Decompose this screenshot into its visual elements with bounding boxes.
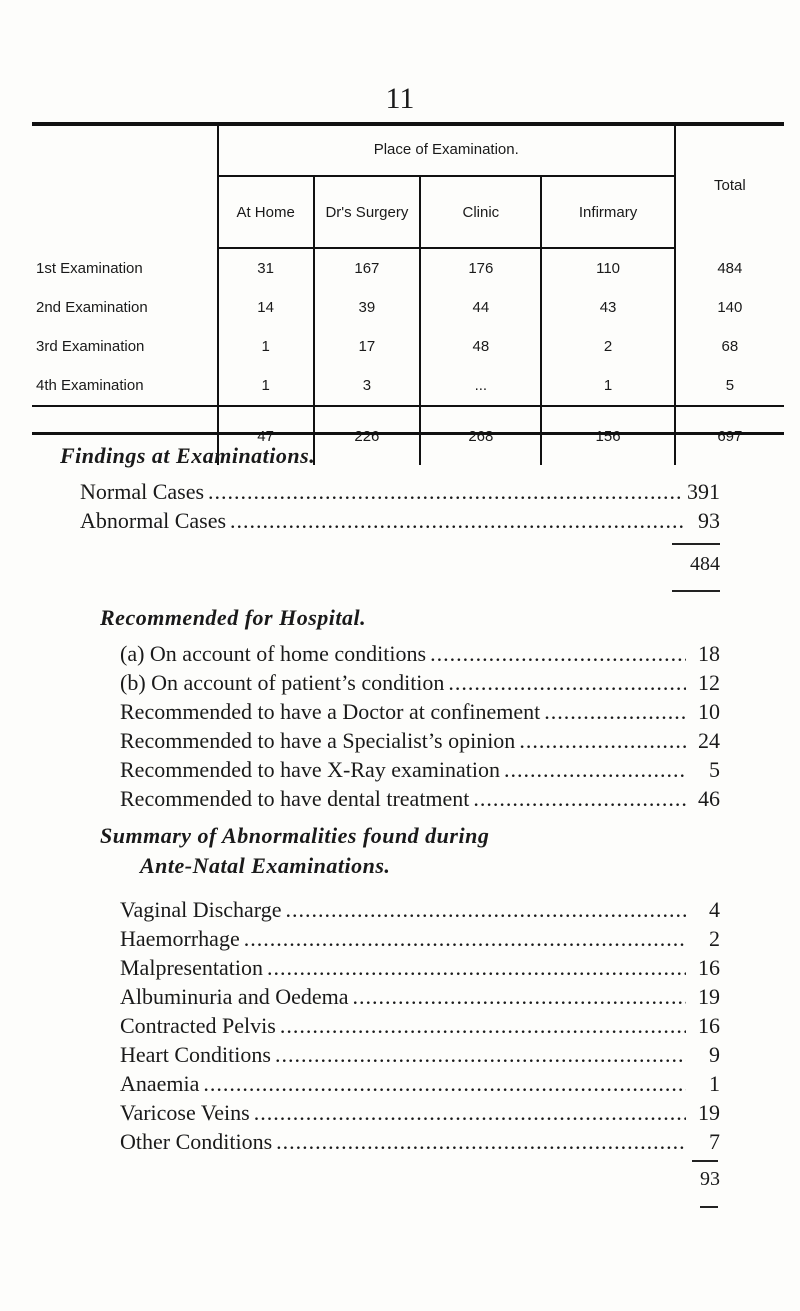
item-value: 19 [698,1100,720,1125]
table-row [32,288,784,327]
item-label: Heart Conditions [120,1042,271,1067]
cell: 2 [541,327,674,366]
item-label: Anaemia [120,1071,200,1096]
list-item [120,786,720,815]
cell: 48 [420,327,541,366]
list-item [120,1100,720,1129]
cell: 167 [314,248,421,288]
item-value: 9 [709,1042,720,1067]
item-value: 16 [698,955,720,980]
cell-total: 140 [675,288,784,327]
item-label: Recommended to have X-Ray examination [120,757,500,782]
list-item [120,897,720,926]
cell: 17 [314,327,421,366]
table-row [32,366,784,406]
cell: ... [420,366,541,406]
summary-section [100,823,720,1158]
cell: 3 [314,366,421,406]
item-label: Malpresentation [120,955,263,980]
summary-heading-line2: Ante-Natal Examinations. [140,853,391,878]
findings-sum-rule [672,543,720,545]
list-item [120,926,720,955]
column-header-surgery: Dr's Surgery [314,176,421,248]
item-label: (a) On account of home conditions [120,641,427,666]
item-value: 16 [698,1013,720,1038]
list-item [120,728,720,757]
item-value: 18 [698,641,720,666]
hospital-heading: Recommended for Hospital. [100,605,367,630]
item-label: Recommended to have a Specialist’s opinion [120,728,516,753]
cell: 39 [314,288,421,327]
cell: 1 [541,366,674,406]
findings-section [60,443,720,537]
column-header-infirmary: Infirmary [541,176,674,248]
row-label: 3rd Examination [36,338,145,355]
column-header-at-home: At Home [218,176,314,248]
item-value: 1 [709,1071,720,1096]
examination-place-table [32,123,784,465]
list-item [80,508,720,537]
table-corner [32,123,218,248]
cell: 14 [218,288,314,327]
summary-total-rule [700,1206,718,1208]
list-item [120,670,720,699]
item-label: Abnormal Cases [80,508,227,533]
item-label: Other Conditions [120,1129,273,1154]
row-label: 4th Examination [36,377,144,394]
cell: 110 [541,248,674,288]
list-item [120,984,720,1013]
table-bottom-rule [32,432,784,435]
row-label: 2nd Examination [36,299,148,316]
item-label: Albuminuria and Oedema [120,984,349,1009]
cell: 176 [420,248,541,288]
item-value: 7 [709,1129,720,1154]
hospital-section [100,605,720,815]
row-label: 1st Examination [36,259,143,277]
summary-total: 93 [700,1168,720,1190]
table-row [32,248,784,288]
list-item [120,757,720,786]
item-value: 12 [698,670,720,695]
findings-total-rule [672,590,720,592]
item-value: 10 [698,699,720,724]
item-value: 4 [709,897,720,922]
cell: 31 [218,248,314,288]
list-item [120,955,720,984]
item-label: Haemorrhage [120,926,240,951]
item-value: 24 [698,728,720,753]
findings-total: 484 [690,553,720,575]
list-item [120,1013,720,1042]
item-value: 2 [709,926,720,951]
list-item [80,479,720,508]
total-header: Total [675,123,784,248]
cell: 1 [218,366,314,406]
place-of-examination-header: Place of Examination. [218,123,675,176]
column-header-clinic: Clinic [420,176,541,248]
item-label: Recommended to have a Doctor at confinement [120,699,541,724]
item-value: 19 [698,984,720,1009]
item-value: 5 [709,757,720,782]
list-item [120,641,720,670]
item-value: 46 [698,786,720,811]
item-value: 391 [687,479,720,504]
item-label: Recommended to have dental treatment [120,786,470,811]
cell-total: 226 [314,406,421,465]
item-label: (b) On account of patient’s condition [120,670,445,695]
item-label: Varicose Veins [120,1100,250,1125]
item-label: Contracted Pelvis [120,1013,276,1038]
list-item [120,1129,720,1158]
cell-total: 68 [675,327,784,366]
list-item [120,1042,720,1071]
cell: 1 [218,327,314,366]
cell-total: 484 [675,248,784,288]
table-row [32,327,784,366]
findings-heading: Findings at Examinations. [60,443,316,468]
cell: 44 [420,288,541,327]
cell-total: 5 [675,366,784,406]
list-item [120,699,720,728]
list-item [120,1071,720,1100]
cell-total: 156 [541,406,674,465]
item-value: 93 [698,508,720,533]
cell-total: 268 [420,406,541,465]
cell-grand-total: 697 [675,406,784,465]
cell-total: 47 [218,406,314,465]
summary-heading-line1: Summary of Abnormalities found during [100,823,490,848]
item-label: Vaginal Discharge [120,897,282,922]
item-label: Normal Cases [80,479,205,504]
summary-sum-rule [692,1160,718,1162]
page-number: 11 [385,82,415,115]
cell: 43 [541,288,674,327]
